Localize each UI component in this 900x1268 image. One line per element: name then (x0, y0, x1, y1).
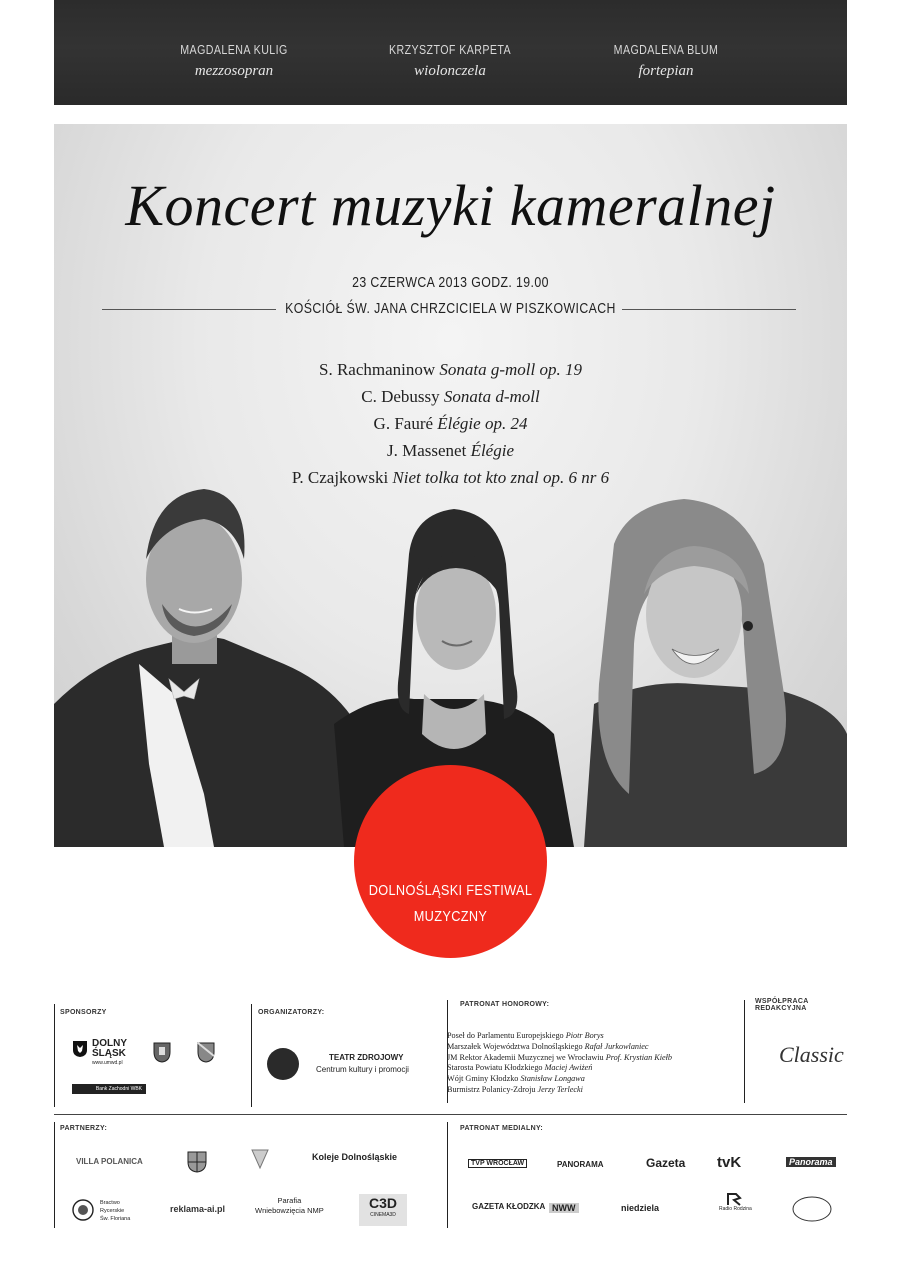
concert-title: Koncert muzyki kameralnej (125, 173, 776, 238)
klodzko-crest-icon (152, 1040, 172, 1064)
niedziela-logo: niedziela (621, 1203, 660, 1213)
villa-polanica-logo: VILLA POLANICA (76, 1157, 143, 1166)
program-item (54, 356, 847, 383)
work: Niet tolka tot kto znal op. 6 nr 6 (392, 468, 610, 487)
shield-logo-icon (249, 1148, 271, 1170)
patron-line: Burmistrz Polanicy-Zdroju Jerzy Terlecki (447, 1084, 583, 1094)
festival-label (354, 878, 547, 930)
concert-date: 23 CZERWCA 2013 GODZ. 19.00 (352, 274, 549, 291)
divider-right (622, 309, 796, 310)
footer-logos (54, 994, 847, 1234)
festival-line-2: MUZYCZNY (413, 908, 488, 925)
classic-logo: Classic (779, 1042, 844, 1067)
work: Élégie (470, 441, 514, 460)
composer: G. Fauré (373, 414, 434, 433)
powiat-crest-icon (197, 1040, 215, 1064)
performer-name: MAGDALENA BLUM (613, 42, 719, 57)
radio-rodzina-logo: Radio Rodzina (719, 1206, 752, 1212)
honorary-patronage-list (447, 1031, 672, 1096)
footer-divider (54, 1114, 847, 1115)
festival-line-1: DOLNOŚLĄSKI FESTIWAL (368, 882, 533, 899)
performer-3 (566, 42, 766, 80)
cinema3d-logo: C3D CINEMA3D (359, 1194, 407, 1226)
program-item (54, 383, 847, 410)
tvk-logo: tvK (717, 1154, 742, 1171)
teatr-zdrojowy-logo-icon (267, 1048, 299, 1080)
media-label: PATRONAT MEDIALNY: (460, 1125, 544, 1132)
composer: P. Czajkowski (291, 468, 389, 487)
performers-band (54, 0, 847, 105)
patron-line: Poseł do Parlamentu Europejskiego Piotr Borys (447, 1031, 604, 1040)
concert-venue: KOŚCIÓŁ ŚW. JANA CHRZCICIELA W PISZKOWICACH (285, 300, 616, 317)
bank-logo: Bank Zachodni WBK (72, 1084, 146, 1094)
composer: S. Rachmaninow (318, 360, 436, 379)
work: Élégie op. 24 (437, 414, 528, 433)
organizers-label: ORGANIZATORZY: (258, 1009, 325, 1016)
gazeta-klodzka-logo: GAZETA KŁODZKA (472, 1202, 546, 1211)
cooperation-label: WSPÓŁPRACA REDAKCYJNA (755, 998, 809, 1012)
radio-rodzina-icon (726, 1192, 742, 1206)
bractwo-logo: Bractwo Rycerskie Św. Floriana (100, 1200, 131, 1222)
separator (447, 1122, 448, 1228)
organizer-name: TEATR ZDROJOWY (329, 1053, 404, 1062)
date-venue (54, 274, 847, 317)
separator (54, 1122, 55, 1228)
sponsor-logo-text: DOLNY (92, 1038, 127, 1049)
honorary-label: PATRONAT HONOROWY: (460, 1001, 550, 1008)
program-item (54, 410, 847, 437)
patron-line: Starosta Powiatu Kłodzkiego Maciej Awiżeń (447, 1063, 593, 1073)
poster-main (54, 124, 847, 847)
separator (251, 1004, 252, 1107)
performer-instrument: mezzosopran (194, 63, 274, 79)
sponsor-logo-url: www.umwd.pl (92, 1060, 123, 1066)
patron-line: Wójt Gminy Kłodzko Stanisław Longawa (447, 1074, 585, 1084)
patron-line: JM Rektor Akademii Muzycznej we Wrocławiu Prof. Krystian Kiełb (447, 1052, 673, 1062)
gazeta-logo: Gazeta (646, 1156, 686, 1170)
polanica-crest-icon (186, 1150, 208, 1174)
performer-instrument: fortepian (638, 63, 694, 79)
performer-2 (350, 42, 550, 80)
bractwo-seal-icon (72, 1199, 94, 1221)
performer-1 (134, 42, 334, 80)
organizer-subtitle: Centrum kultury i promocji (316, 1065, 409, 1074)
work: Sonata g-moll op. 19 (439, 360, 582, 379)
nww-logo: NWW (549, 1203, 579, 1213)
performer-name: KRZYSZTOF KARPETA (388, 42, 512, 57)
partners-label: PARTNERZY: (60, 1125, 108, 1132)
divider-left (102, 309, 276, 310)
round-emblem-icon (792, 1196, 832, 1222)
work: Sonata d-moll (443, 387, 540, 406)
parafia-logo: Parafia Wniebowzięcia NMP (255, 1196, 324, 1215)
dolny-slask-crest-icon (72, 1040, 88, 1058)
composer: J. Massenet (387, 441, 467, 460)
separator (54, 1004, 55, 1107)
tvp-logo: TVP WROCŁAW (468, 1159, 527, 1168)
composer: C. Debussy (361, 387, 440, 406)
patron-line: Marszałek Województwa Dolnośląskiego Rafał Jurkowlaniec (447, 1041, 649, 1051)
program-item (54, 437, 847, 464)
reklama-logo: reklama-ai.pl (170, 1204, 226, 1214)
panorama-2-logo: Panorama (786, 1157, 836, 1167)
separator (744, 1000, 745, 1103)
panorama-logo: PANORAMA (557, 1160, 604, 1169)
sponsor-logo-text: ŚLĄSK (92, 1048, 126, 1059)
sponsors-label: SPONSORZY (60, 1009, 107, 1016)
performer-name: MAGDALENA KULIG (180, 42, 288, 57)
koleje-logo: Koleje Dolnośląskie (312, 1152, 398, 1162)
performer-instrument: wiolonczela (414, 63, 486, 79)
